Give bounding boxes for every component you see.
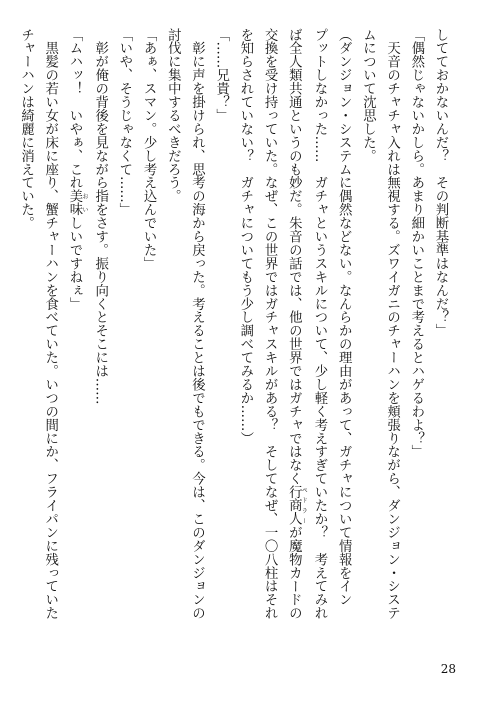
furigana-text: ペドラー <box>300 485 308 526</box>
text-line-part: ば全人類共通というのも妙だ。朱音の話では、他の世界ではガチャではなく行商人 ペドラーが魔物カードの <box>286 28 308 620</box>
text-line: を知らされていない？ ガチャについてもう少し調べてみるか……） <box>237 28 253 445</box>
text-line: 黒髪の若い女が床に座り、蟹チャーハンを食べていた。いつの間にか、フライパンに残っていた <box>42 28 58 620</box>
text-line: 「ムハッ！ いやぁ、これ美味 おいしいですねぇ」 <box>66 28 88 311</box>
text-line: 討伐に集中するべきだろう。 <box>165 28 181 203</box>
text-line: 彰に声を掛けられ、思考の海から戻った。考えることは後でもできる。今は、このダンジョンの <box>189 28 205 620</box>
text-line: 「偶然じゃないかしら。あまり細かいことまで考えるとハゲるわよ？」 <box>408 28 424 459</box>
vertical-text-block <box>18 28 452 633</box>
text-line <box>281 28 307 633</box>
text-line: 交換を受け持っていた。なぜ、この世界ではガチャスキルがある？ そしてなぜ、一〇八柱はそれ <box>262 28 278 620</box>
text-line: 天音のチャチャ入れは無視する。ズワイガニのチャーハンを頬張りながら、ダンジョン・システ <box>384 28 400 620</box>
text-line: プットしなかった…… ガチャというスキルについて、少し軽く考えすぎていたか？ 考えてみれ <box>311 28 327 620</box>
text-line: （ダンジョン・システムに偶然などない。なんらかの理由があって、ガチャについて情報をイン <box>336 28 352 607</box>
text-line: してておかないんだ？ その判断基準はなんだ？」 <box>433 28 448 338</box>
text-line: 「いや、そうじゃなくて……」 <box>116 28 132 217</box>
furigana-ruby: 行商人 ペドラー <box>286 485 308 526</box>
furigana-text: おい <box>80 189 88 217</box>
text-line: チャーハンは綺麗に消えていた。 <box>18 28 34 230</box>
text-line: 彰が俺の背後を見ながら指をさす。振り向くとそこには…… <box>92 28 108 405</box>
furigana-ruby: 美味 おい <box>66 189 88 217</box>
page-number: 28 <box>440 662 456 676</box>
text-line: 「……兄貴？」 <box>213 28 229 123</box>
text-line: ムについて沈思した。 <box>360 28 376 163</box>
text-line: 「あぁ、スマン。少し考え込んでいた」 <box>141 28 157 271</box>
